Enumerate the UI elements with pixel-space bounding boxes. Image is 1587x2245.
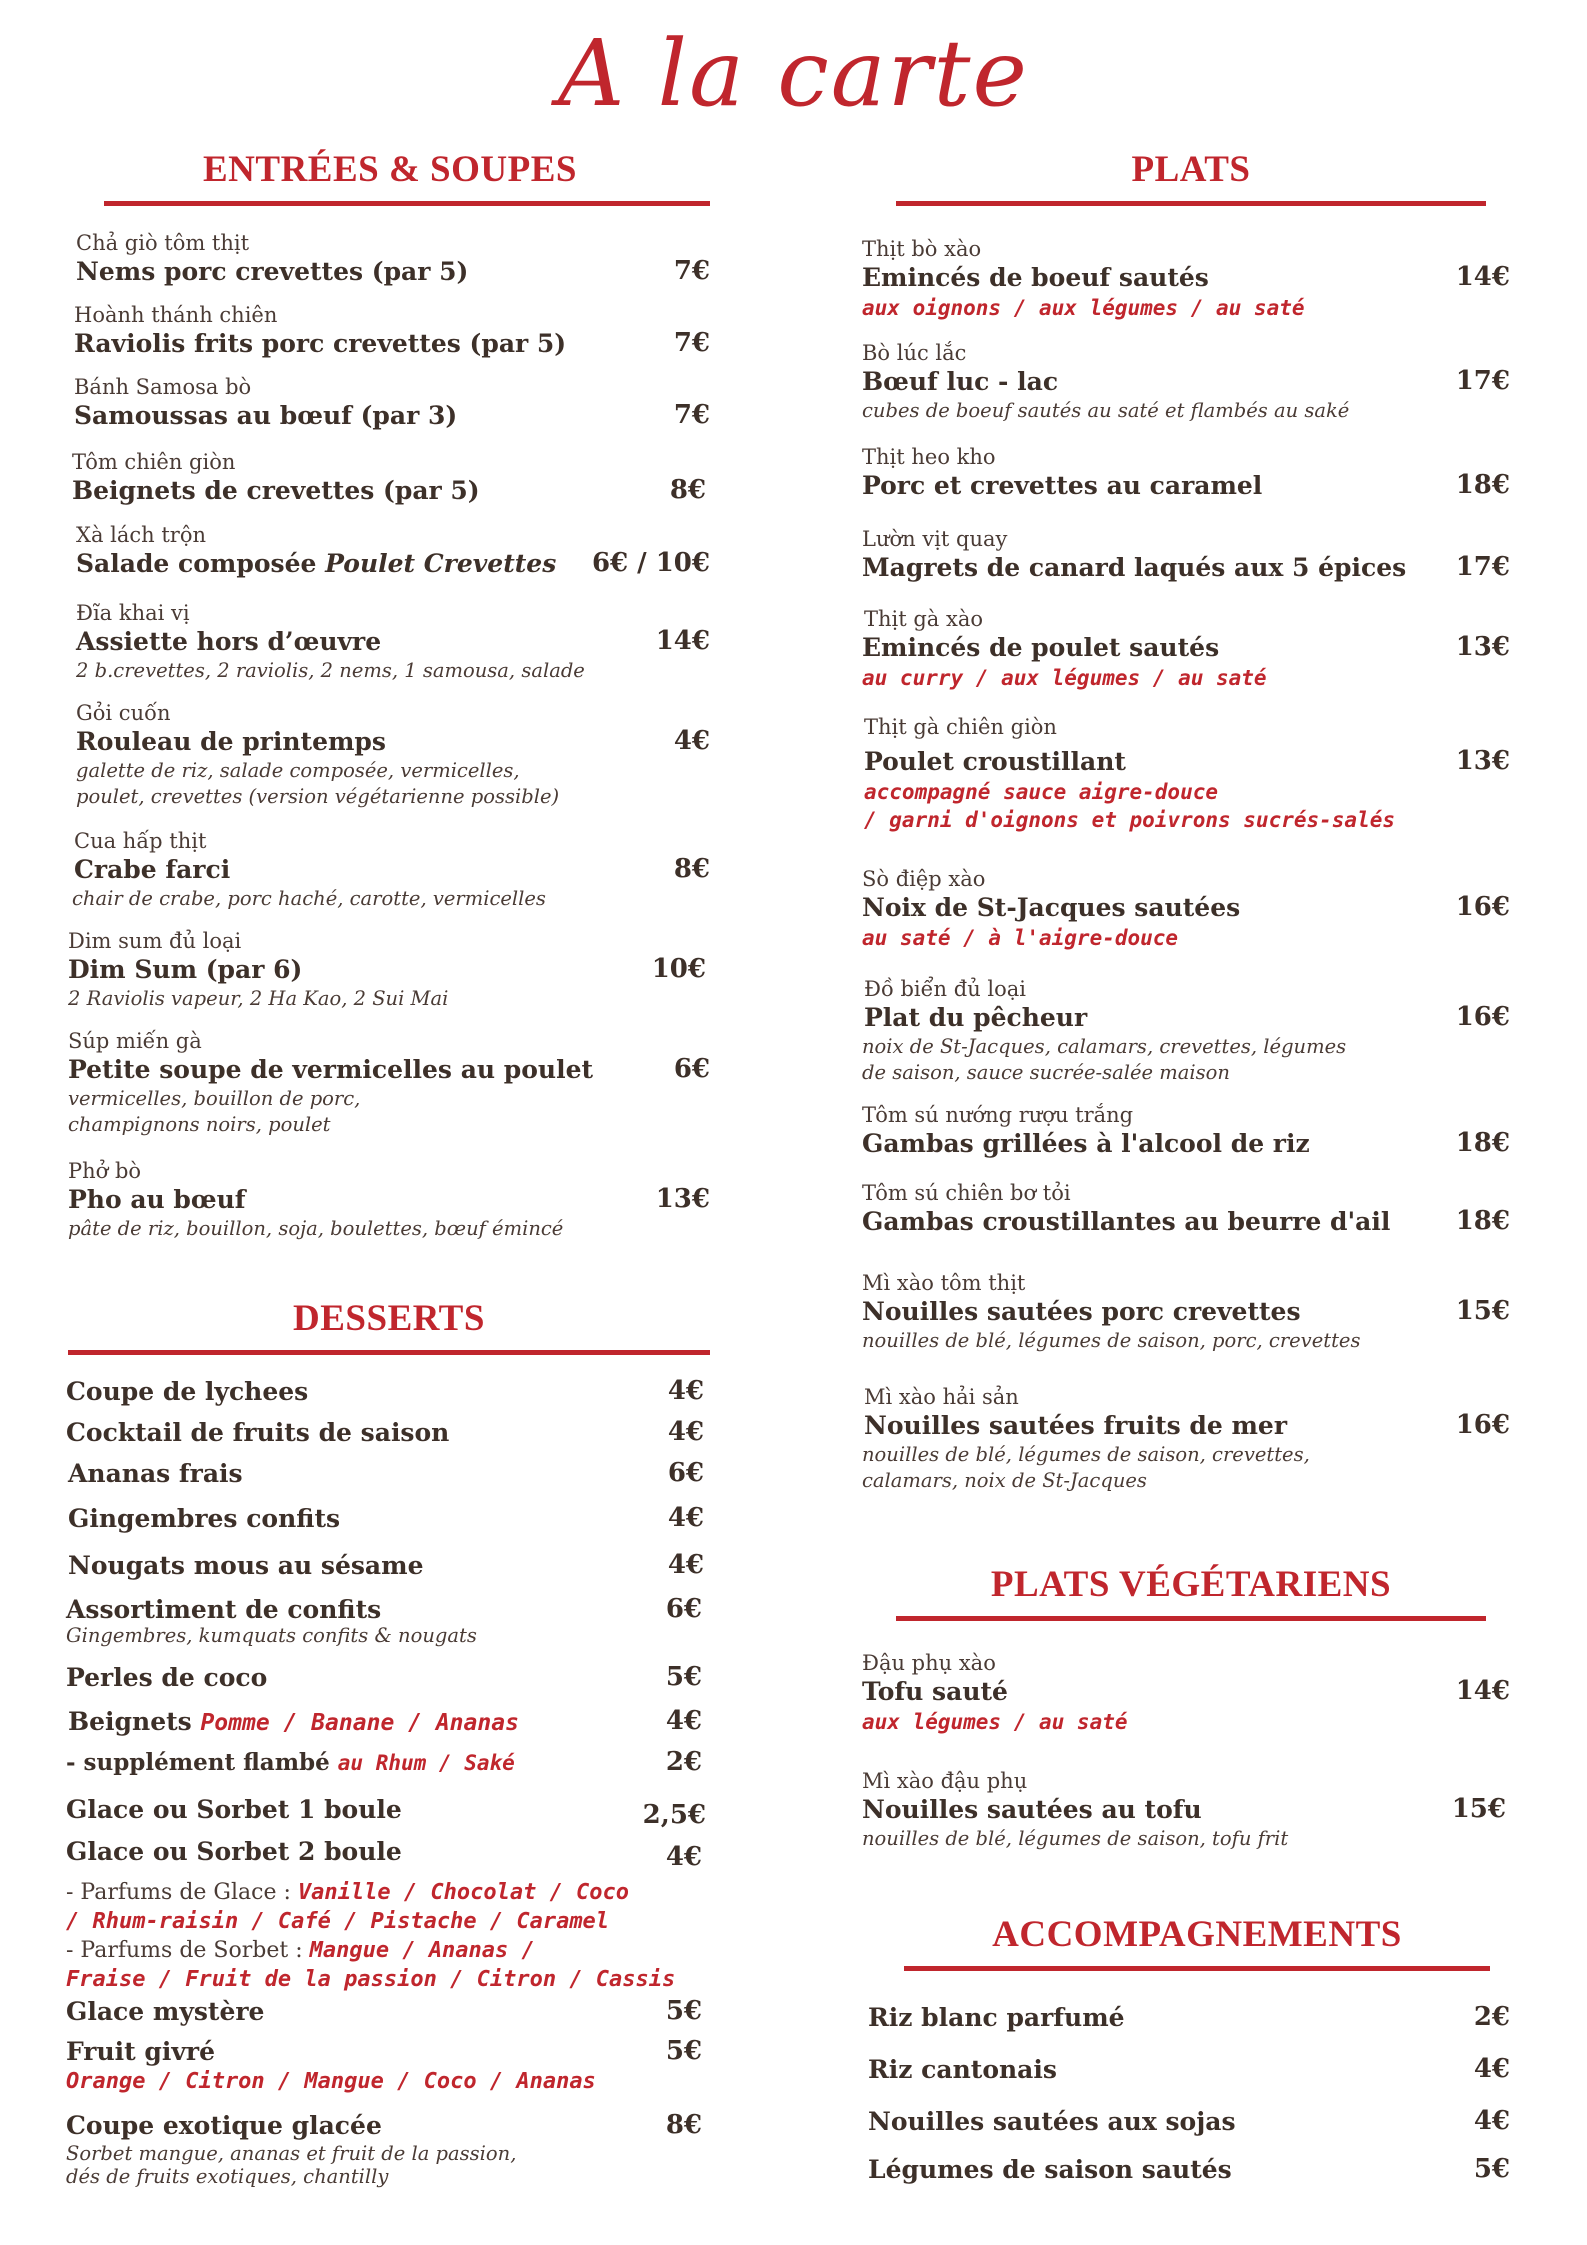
dish-description: cubes de boeuf sautés au saté et flambés au saké	[862, 399, 1350, 422]
section-divider	[904, 1966, 1490, 1971]
dish-name: Nougats mous au sésame	[68, 1551, 424, 1580]
menu-item	[68, 522, 710, 600]
dish-name: Emincés de boeuf sautés	[862, 263, 1209, 292]
vietnamese-name: Bò lúc lắc	[862, 341, 967, 365]
menu-item	[862, 866, 1510, 976]
price: 6€ / 10€	[591, 548, 710, 578]
dish-name: Rouleau de printemps	[76, 727, 386, 756]
menu-item	[868, 2106, 1510, 2154]
menu-item	[68, 1158, 710, 1248]
price: 4€	[667, 1550, 704, 1580]
dish-name: Assortiment de confits	[66, 1595, 382, 1624]
dish-name: Pho au bœuf	[68, 1185, 246, 1214]
dish-name: Beignets de crevettes (par 5)	[72, 476, 480, 505]
section-heading-accomp: ACCOMPAGNEMENTS	[992, 1914, 1402, 1955]
dish-name: Crabe farci	[74, 855, 231, 884]
dish-description: poulet, crevettes (version végétarienne possible)	[76, 785, 560, 808]
menu-item	[68, 700, 710, 828]
dish-name: - supplément flambé au Rhum / Saké	[66, 1749, 515, 1776]
dish-description: Sorbet mangue, ananas et fruit de la passion,	[66, 2142, 517, 2165]
price: 14€	[1455, 262, 1510, 292]
vietnamese-name: Mì xào hải sản	[864, 1385, 1019, 1409]
dish-description: dés de fruits exotiques, chantilly	[66, 2165, 389, 2188]
price: 15€	[1455, 1296, 1510, 1326]
dish-options: / garni d'oignons et poivrons sucrés-salés	[864, 808, 1396, 832]
dish-options: au saté / à l'aigre-douce	[862, 926, 1179, 950]
vietnamese-name: Gỏi cuốn	[76, 701, 171, 725]
dish-description: noix de St-Jacques, calamars, crevettes, légumes	[862, 1035, 1347, 1058]
price: 18€	[1455, 1206, 1510, 1236]
accomp-section	[904, 1913, 1490, 1971]
dish-name: Riz cantonais	[868, 2055, 1057, 2084]
vietnamese-name: Cua hấp thịt	[74, 829, 207, 853]
price: 6€	[673, 1054, 710, 1084]
dish-name: Bœuf luc - lac	[862, 367, 1059, 396]
dish-options: Orange / Citron / Mangue / Coco / Ananas	[66, 2069, 596, 2094]
vietnamese-name: Phở bò	[68, 1159, 142, 1183]
dish-name: Magrets de canard laqués aux 5 épices	[862, 553, 1407, 582]
dish-name: Nems porc crevettes (par 5)	[76, 257, 469, 286]
dish-name: Fruit givré	[66, 2037, 215, 2066]
price: 2€	[1473, 2002, 1510, 2032]
vietnamese-name: Mì xào tôm thịt	[862, 1271, 1026, 1295]
menu-item	[66, 1550, 708, 1594]
vietnamese-name: Tôm chiên giòn	[72, 450, 236, 474]
vietnamese-name: Tôm sú nướng rượu trắng	[862, 1103, 1134, 1127]
dish-name: Tofu sauté	[862, 1677, 1008, 1706]
price: 13€	[1455, 632, 1510, 662]
dish-name: Plat du pêcheur	[864, 1003, 1088, 1032]
vietnamese-name: Thịt heo kho	[862, 445, 996, 469]
price: 2€	[665, 1747, 702, 1777]
menu-item	[66, 1376, 708, 1417]
dish-name: Salade composée Poulet Crevettes	[76, 549, 557, 578]
menu-item	[862, 1270, 1510, 1384]
dish-description: pâte de riz, bouillon, soja, boulettes, bœuf émincé	[68, 1217, 564, 1240]
dish-name: Gingembres confits	[68, 1504, 341, 1533]
dish-name: Glace mystère	[66, 1997, 265, 2026]
menu-item	[68, 828, 710, 928]
menu-item	[66, 1836, 708, 1878]
price: 8€	[669, 475, 706, 505]
dish-name: Nouilles sautées porc crevettes	[862, 1297, 1301, 1326]
menu-item	[862, 444, 1510, 526]
price: 5€	[1473, 2154, 1510, 2184]
menu-item	[68, 1028, 710, 1158]
price: 4€	[667, 1503, 704, 1533]
dish-name: Petite soupe de vermicelles au poulet	[68, 1055, 594, 1084]
page-title: A la carte	[558, 20, 1029, 127]
dish-description: vermicelles, bouillon de porc,	[68, 1087, 361, 1110]
section-divider	[104, 201, 710, 206]
menu-item	[862, 1180, 1510, 1270]
section-heading-vege: PLATS VÉGÉTARIENS	[990, 1564, 1392, 1605]
vege-section	[896, 1563, 1486, 1621]
menu-item	[868, 2154, 1510, 2202]
dish-name: Nouilles sautées fruits de mer	[864, 1411, 1288, 1440]
vietnamese-name: Sò điệp xào	[862, 867, 986, 891]
dish-name: Assiette hors d’œuvre	[76, 627, 382, 656]
price: 5€	[665, 1996, 702, 2026]
dish-name: Nouilles sautées aux sojas	[868, 2107, 1236, 2136]
vietnamese-name: Lườn vịt quay	[862, 527, 1008, 551]
price: 16€	[1455, 892, 1510, 922]
dish-name: Samoussas au bœuf (par 3)	[74, 401, 458, 430]
price: 4€	[673, 726, 710, 756]
dish-name: Beignets Pomme / Banane / Ananas	[68, 1707, 519, 1736]
dish-name: Gambas croustillantes au beurre d'ail	[862, 1207, 1391, 1236]
dish-description: 2 Raviolis vapeur, 2 Ha Kao, 2 Sui Mai	[68, 987, 449, 1010]
dish-description: nouilles de blé, légumes de saison, crevettes,	[862, 1443, 1310, 1466]
price: 8€	[665, 2110, 702, 2140]
price: 7€	[673, 400, 710, 430]
dish-name: Nouilles sautées au tofu	[862, 1795, 1202, 1824]
price: 13€	[655, 1184, 710, 1214]
menu-item	[862, 976, 1510, 1102]
vietnamese-name: Thịt bò xào	[862, 237, 982, 261]
price: 4€	[667, 1376, 704, 1406]
menu-item	[862, 1384, 1510, 1494]
menu-item	[68, 302, 710, 374]
menu-item	[862, 526, 1510, 606]
dish-name: Glace ou Sorbet 2 boule	[66, 1837, 402, 1866]
entrees-section	[70, 148, 710, 206]
menu-item	[868, 2002, 1510, 2054]
menu-item	[862, 340, 1510, 444]
price: 5€	[665, 1662, 702, 1692]
vietnamese-name: Mì xào đậu phụ	[862, 1769, 1028, 1793]
dish-options: au Rhum / Saké	[337, 1751, 515, 1775]
dish-name: Gambas grillées à l'alcool de riz	[862, 1129, 1310, 1158]
vietnamese-name: Dim sum đủ loại	[68, 929, 242, 953]
dish-options: accompagné sauce aigre-douce	[864, 780, 1219, 804]
dish-description: calamars, noix de St-Jacques	[862, 1469, 1147, 1492]
menu-item	[66, 2036, 708, 2110]
vietnamese-name: Súp miến gà	[68, 1029, 202, 1053]
desserts-list	[66, 1376, 708, 2200]
menu-item	[68, 230, 710, 302]
menu-item	[862, 1650, 1510, 1768]
vietnamese-name: Chả giò tôm thịt	[76, 231, 250, 255]
price: 14€	[655, 626, 710, 656]
price: 10€	[651, 954, 706, 984]
price: 4€	[1473, 2054, 1510, 2084]
parfums-glace: - Parfums de Glace : Vanille / Chocolat / Coco	[66, 1880, 630, 1905]
accomp-list	[868, 2002, 1510, 2202]
menu-item	[68, 928, 710, 1028]
dish-description: de saison, sauce sucrée-salée maison	[862, 1061, 1230, 1084]
plats-list	[862, 236, 1510, 1494]
parfums-block: - Parfums de Glace : Vanille / Chocolat / Coco / Rhum-raisin / Café / Pistache / Caramel - Parfums de Sorbet : Mangue / Ananas / Fraise / Fruit de la passion / Citron / Cassis	[66, 1878, 708, 1996]
price: 4€	[667, 1417, 704, 1447]
vege-list	[862, 1650, 1510, 1858]
section-heading-plats: PLATS	[1131, 149, 1251, 190]
dish-options: aux oignons / aux légumes / au saté	[862, 296, 1305, 320]
price: 5€	[665, 2036, 702, 2066]
vietnamese-name: Xà lách trộn	[76, 523, 206, 547]
vietnamese-name: Bánh Samosa bò	[74, 375, 252, 399]
price: 18€	[1455, 470, 1510, 500]
dish-name: Coupe de lychees	[66, 1377, 309, 1406]
dish-description: Gingembres, kumquats confits & nougats	[66, 1624, 477, 1647]
parfums-sorbet: - Parfums de Sorbet : Mangue / Ananas /	[66, 1938, 535, 1963]
dish-name: Perles de coco	[66, 1663, 268, 1692]
dish-name: Légumes de saison sautés	[868, 2155, 1232, 2184]
menu-item	[66, 1747, 708, 1794]
dish-name: Raviolis frits porc crevettes (par 5)	[74, 329, 567, 358]
menu-item	[66, 1417, 708, 1458]
vietnamese-name: Thịt gà xào	[864, 607, 984, 631]
menu-item	[66, 1594, 708, 1662]
dish-name: Emincés de poulet sautés	[862, 633, 1220, 662]
menu-item	[862, 236, 1510, 340]
menu-item	[862, 1102, 1510, 1180]
price: 14€	[1455, 1676, 1510, 1706]
vietnamese-name: Tôm sú chiên bơ tỏi	[862, 1181, 1071, 1205]
menu-item	[68, 374, 710, 449]
dish-description: nouilles de blé, légumes de saison, porc, crevettes	[862, 1329, 1361, 1352]
menu-item	[66, 1794, 708, 1836]
menu-item	[66, 1503, 708, 1550]
menu-item	[68, 600, 710, 700]
price: 15€	[1451, 1794, 1506, 1824]
menu-item	[68, 449, 710, 522]
price: 17€	[1455, 366, 1510, 396]
dish-name: Porc et crevettes au caramel	[862, 471, 1263, 500]
section-divider	[896, 1616, 1486, 1621]
menu-item	[66, 1706, 708, 1747]
menu-item	[862, 606, 1510, 714]
dish-description: champignons noirs, poulet	[68, 1113, 331, 1136]
vietnamese-name: Đậu phụ xào	[862, 1651, 996, 1675]
dish-name: Coupe exotique glacée	[66, 2111, 382, 2140]
menu-item	[66, 1458, 708, 1503]
price: 6€	[667, 1458, 704, 1488]
price: 16€	[1455, 1002, 1510, 1032]
dish-name: Noix de St-Jacques sautées	[862, 893, 1241, 922]
price: 4€	[665, 1706, 702, 1736]
price: 17€	[1455, 552, 1510, 582]
desserts-section	[68, 1297, 710, 1355]
section-divider	[68, 1350, 710, 1355]
dish-description: 2 b.crevettes, 2 raviolis, 2 nems, 1 samousa, salade	[76, 659, 585, 682]
dish-description: chair de crabe, porc haché, carotte, vermicelles	[72, 887, 546, 910]
price: 16€	[1455, 1410, 1510, 1440]
price: 7€	[673, 256, 710, 286]
menu-item	[862, 714, 1510, 866]
dish-name: Dim Sum (par 6)	[68, 955, 303, 984]
price: 4€	[1473, 2106, 1510, 2136]
dish-options: aux légumes / au saté	[862, 1710, 1128, 1734]
entrees-list	[68, 230, 710, 1248]
menu-item	[862, 1768, 1510, 1858]
vietnamese-name: Thịt gà chiên giòn	[864, 715, 1057, 739]
plats-section	[896, 148, 1486, 206]
dish-options: au curry / aux légumes / au saté	[862, 666, 1267, 690]
vietnamese-name: Hoành thánh chiên	[74, 303, 278, 327]
dish-name: Poulet croustillant	[864, 747, 1126, 776]
dish-name: Cocktail de fruits de saison	[66, 1418, 450, 1447]
menu-item	[66, 1996, 708, 2036]
menu-item	[868, 2054, 1510, 2106]
price: 18€	[1455, 1128, 1510, 1158]
price: 4€	[665, 1842, 702, 1872]
dish-name: Glace ou Sorbet 1 boule	[66, 1795, 402, 1824]
price: 13€	[1455, 746, 1510, 776]
dish-name: Ananas frais	[68, 1459, 243, 1488]
price: 8€	[673, 854, 710, 884]
menu-item	[66, 1662, 708, 1706]
price: 2,5€	[642, 1800, 706, 1830]
section-heading-desserts: DESSERTS	[293, 1298, 485, 1339]
price: 6€	[665, 1594, 702, 1624]
vietnamese-name: Đĩa khai vị	[76, 601, 190, 625]
vietnamese-name: Đồ biển đủ loại	[864, 977, 1026, 1001]
dish-name: Riz blanc parfumé	[868, 2003, 1125, 2032]
dish-options: Pomme / Banane / Ananas	[200, 1710, 519, 1736]
price: 7€	[673, 328, 710, 358]
dish-description: nouilles de blé, légumes de saison, tofu frit	[862, 1827, 1289, 1850]
section-heading-entrees: ENTRÉES & SOUPES	[203, 149, 577, 190]
section-divider	[896, 201, 1486, 206]
dish-description: galette de riz, salade composée, vermicelles,	[76, 759, 520, 782]
menu-item	[66, 2110, 708, 2200]
